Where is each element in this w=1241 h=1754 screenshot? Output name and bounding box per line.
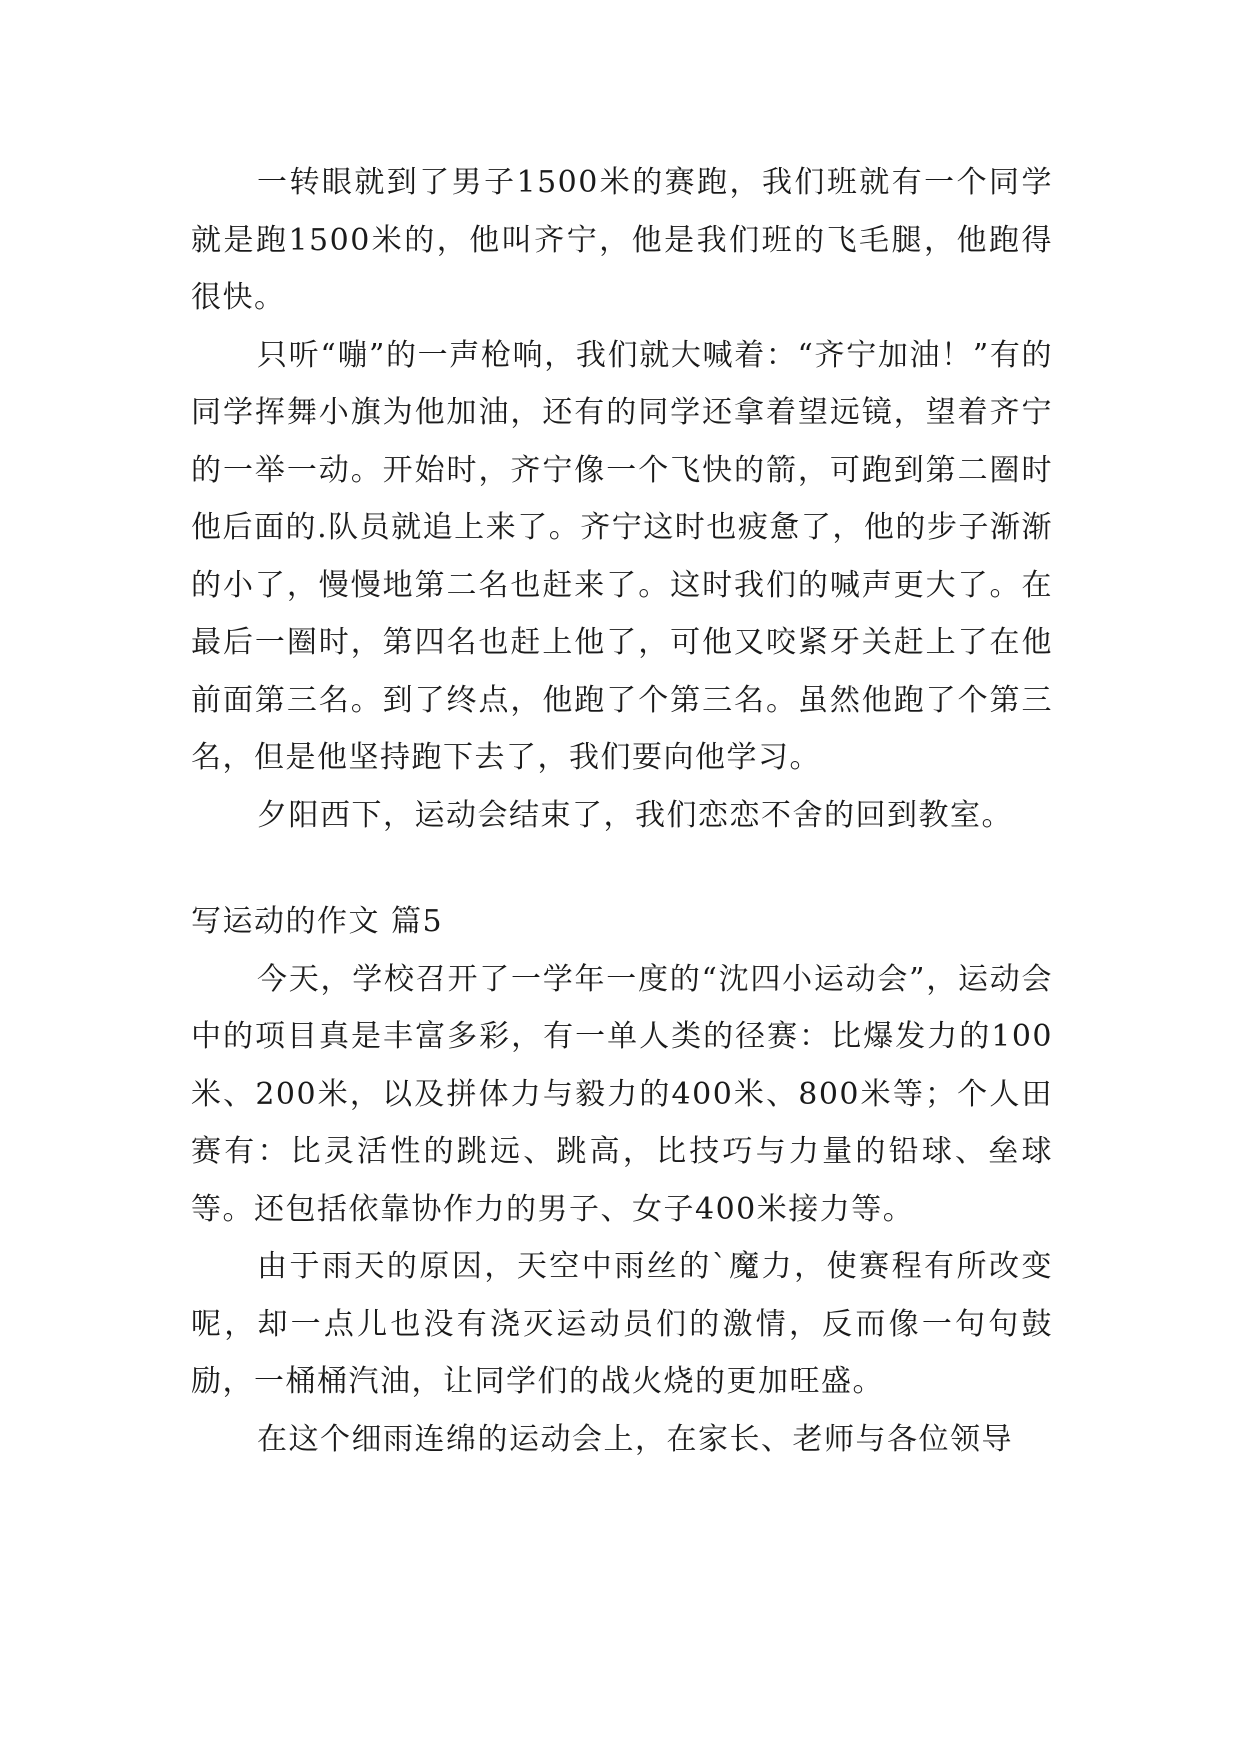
paragraph-drizzle: 在这个细雨连绵的运动会上，在家长、老师与各位领导: [257, 1421, 1013, 1457]
document-body: [191, 154, 1053, 1468]
essay-title: 写运动的作文 篇5: [191, 904, 444, 939]
paragraph-sports-meet-intro: 今天，学校召开了一学年一度的“沈四小运动会”，运动会中的项目真是丰富多彩，有一单人类的径赛：比爆发力的100米、200米，以及拼体力与毅力的400米、800米等；个人田赛有：比灵活性的跳远、跳高，比技巧与力量的铅球、垒球等。还包括依靠协作力的男子、女子400米接力等。: [191, 961, 1053, 1227]
paragraph-1500m-race: 一转眼就到了男子1500米的赛跑，我们班就有一个同学就是跑1500米的，他叫齐宁，他是我们班的飞毛腿，他跑得很快。: [191, 165, 1053, 315]
paragraph-race-description: 只听“嘣”的一声枪响，我们就大喊着：“齐宁加油！”有的同学挥舞小旗为他加油，还有的同学还拿着望远镜，望着齐宁的一举一动。开始时，齐宁像一个飞快的箭，可跑到第二圈时他后面的.队员就追上来了。齐宁这时也疲惫了，他的步子渐渐的小了，慢慢地第二名也赶来了。这时我们的喊声更大了。在最后一圈时，第四名也赶上他了，可他又咬紧牙关赶上了在他前面第三名。到了终点，他跑了个第三名。虽然他跑了个第三名，但是他坚持跑下去了，我们要向他学习。: [191, 337, 1053, 775]
paragraph-sunset: 夕阳西下，运动会结束了，我们恋恋不舍的回到教室。: [257, 797, 1013, 833]
paragraph-rain: 由于雨天的原因，天空中雨丝的`魔力，使赛程有所改变呢，却一点儿也没有浇灭运动员们的激情，反而像一句句鼓励，一桶桶汽油，让同学们的战火烧的更加旺盛。: [191, 1249, 1053, 1399]
